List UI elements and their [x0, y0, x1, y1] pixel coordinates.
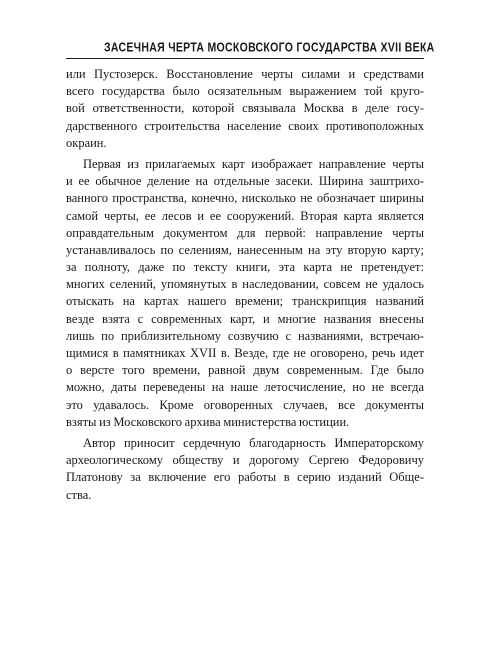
text-line: отыскать на картах нашего времени; транскрипция названий — [66, 294, 424, 309]
text-line: дарственного строительства население своих противоположных — [66, 118, 424, 133]
text-line: устанавливалось по селениям, нанесенным на эту вторую карту; — [66, 242, 424, 257]
text-line: всего государства было осязательным выражением той круго- — [66, 84, 424, 99]
text-line: везде взята с современных карт, и многие названия внесены — [66, 311, 424, 326]
text-line: археологическому обществу и дорогому Сергею Федоровичу — [66, 453, 424, 468]
text-line: самой черты, ее лесов и ее сооружений. Вторая карта является — [66, 208, 424, 223]
text-line: щимися в памятниках XVII в. Везде, где не оговорено, речь идет — [66, 346, 424, 360]
text-body — [66, 66, 424, 508]
text-line: вой ответственности, которой связывала Москва в деле госу- — [66, 101, 424, 116]
text-line: Первая из прилагаемых карт изображает направление черты — [83, 156, 424, 171]
text-line: окраин. — [66, 135, 107, 150]
text-line: оправдательным документом для первой: направление черты — [66, 225, 424, 240]
text-line: можно, даты переведены на наше летосчисление, но не всегда — [66, 380, 424, 395]
text-line: о версте того времени, равной двум современным. Где было — [66, 363, 424, 378]
text-line: и ее обычное деление на отдельные засеки. Ширина заштрихо- — [66, 174, 424, 189]
text-line: это удавалось. Кроме оговоренных случаев, все документы — [66, 397, 424, 412]
text-line: ства. — [66, 487, 92, 502]
paragraph-2 — [66, 156, 424, 431]
text-line: лишь по приблизительному созвучию с названиями, встречаю- — [66, 328, 424, 343]
text-line: ванного пространства, конечно, нисколько не обозначает ширины — [66, 191, 424, 206]
text-line: за полноту, даже по тексту книги, эта карта не претендует: — [66, 260, 424, 275]
text-line: Автор приносит сердечную благодарность Императорскому — [83, 435, 424, 450]
text-line: или Пустозерск. Восстановление черты силами и средствами — [66, 67, 424, 81]
paragraph-3 — [66, 435, 424, 504]
paragraph-1 — [66, 66, 424, 152]
header-rule — [66, 58, 424, 59]
text-line: многих селений, упомянутых в наследовании, совсем не удалось — [66, 277, 424, 292]
text-line: взяты из Московского архива министерства юстиции. — [66, 414, 350, 429]
running-header: ЗАСЕЧНАЯ ЧЕРТА МОСКОВСКОГО ГОСУДАРСТВА XVII ВЕКА — [104, 40, 435, 55]
text-line: Платонову за включение его работы в серию изданий Обще- — [66, 470, 424, 485]
